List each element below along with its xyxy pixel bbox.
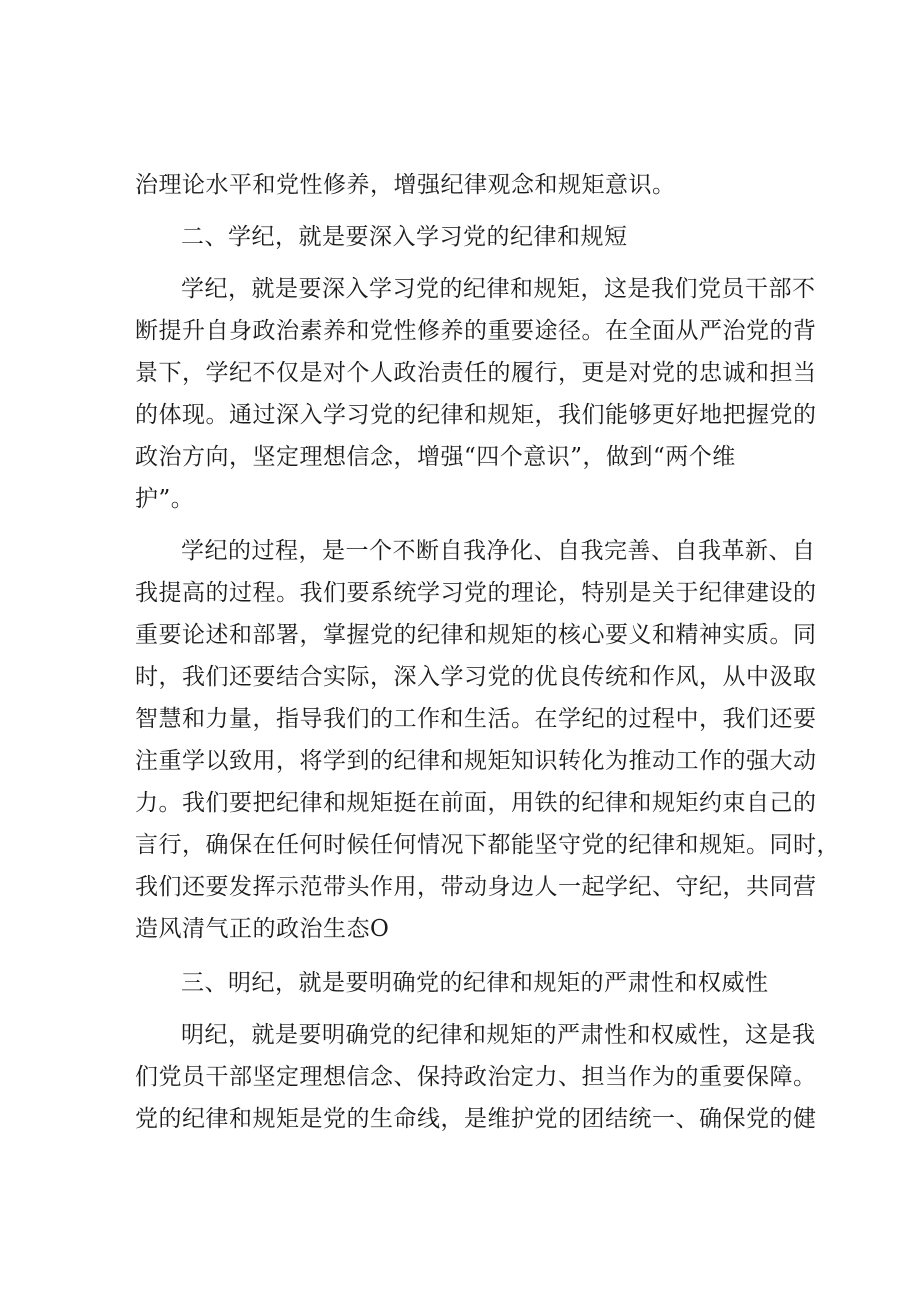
paragraph-line: 治理论水平和党性修养，增强纪律观念和规矩意识。 — [135, 172, 676, 198]
section-heading-2: 二、学纪，就是要深入学习党的纪律和规短 — [181, 224, 628, 250]
paragraph-line: 学纪的过程，是一个不断自我净化、自我完善、自我革新、自 — [181, 538, 816, 564]
paragraph-line: 我们还要发挥示范带头作用，带动身边人一起学纪、守纪，共同营 — [135, 874, 817, 900]
paragraph-line: 我提高的过程。我们要系统学习党的理论，特别是关于纪律建设的 — [135, 580, 817, 606]
paragraph-line: 党的纪律和规矩是党的生命线，是维护党的团结统一、确保党的健 — [135, 1106, 817, 1132]
paragraph-line: 明纪，就是要明确党的纪律和规矩的严肃性和权威性，这是我 — [181, 1022, 816, 1048]
paragraph-line: 学纪，就是要深入学习党的纪律和规矩，这是我们党员干部不 — [181, 276, 816, 302]
paragraph-line: 时，我们还要结合实际，深入学习党的优良传统和作风，从中汲取 — [135, 664, 817, 690]
paragraph-line: 政治方向，坚定理想信念，增强“四个意识”，做到“两个维 — [135, 444, 736, 470]
paragraph-line: 的体现。通过深入学习党的纪律和规矩，我们能够更好地把握党的 — [135, 402, 817, 428]
paragraph-line: 断提升自身政治素养和党性修养的重要途径。在全面从严治党的背 — [135, 318, 817, 344]
paragraph-line: 景下，学纪不仅是对个人政治责任的履行，更是对党的忠诚和担当 — [135, 360, 817, 386]
paragraph-line: 言行，确保在任何时候任何情况下都能坚守党的纪律和规矩。同时， — [135, 832, 840, 858]
paragraph-line: 护”。 — [135, 486, 195, 512]
paragraph-line: 们党员干部坚定理想信念、保持政治定力、担当作为的重要保障。 — [135, 1064, 817, 1090]
paragraph-line: 重要论述和部署，掌握党的纪律和规矩的核心要义和精神实质。同 — [135, 622, 817, 648]
paragraph-line: 力。我们要把纪律和规矩挺在前面，用铁的纪律和规矩约束自己的 — [135, 790, 817, 816]
paragraph-line: 造风清气正的政治生态O — [135, 916, 390, 942]
paragraph-line: 注重学以致用，将学到的纪律和规矩知识转化为推动工作的强大动 — [135, 748, 817, 774]
paragraph-line: 智慧和力量，指导我们的工作和生活。在学纪的过程中，我们还要 — [135, 706, 817, 732]
section-heading-3: 三、明纪，就是要明确党的纪律和规矩的严肃性和权威性 — [181, 970, 769, 996]
